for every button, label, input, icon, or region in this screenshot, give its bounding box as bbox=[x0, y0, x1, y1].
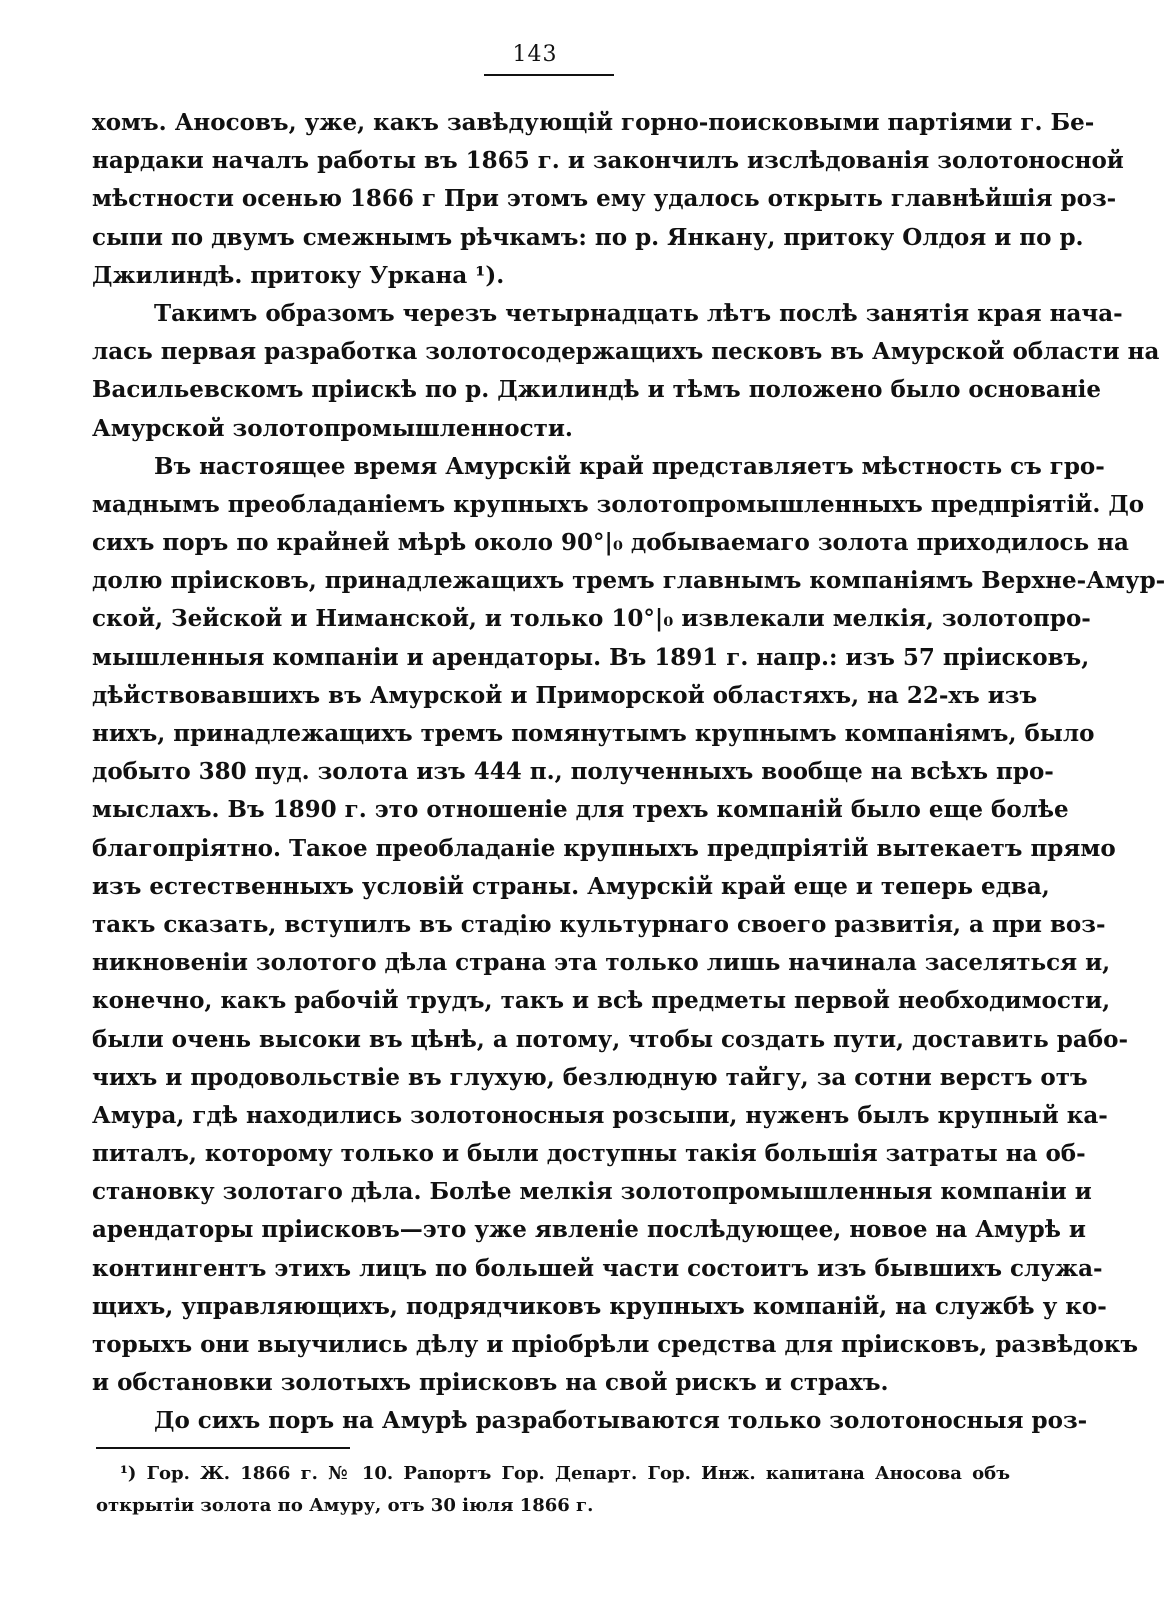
text-line: Амура, гдѣ находились золотоносныя розсыпи, нуженъ былъ крупный ка- bbox=[92, 1101, 1108, 1129]
text-line: добыто 380 пуд. золота изъ 444 п., полученныхъ вообще на всѣхъ про- bbox=[92, 758, 1054, 786]
text-line: арендаторы пріисковъ—это уже явленіе послѣдующее, новое на Амурѣ и bbox=[92, 1216, 1086, 1244]
footnote-rule bbox=[96, 1447, 350, 1449]
text-line: контингентъ этихъ лицъ по большей части состоитъ изъ бывшихъ служа- bbox=[92, 1254, 1103, 1282]
text-line: были очень высоки въ цѣнѣ, а потому, чтобы создать пути, доставить рабо- bbox=[92, 1025, 1128, 1053]
body-text bbox=[92, 104, 1165, 1441]
text-line: маднымъ преобладаніемъ крупныхъ золотопромышленныхъ предпріятій. До bbox=[92, 490, 1145, 518]
page-number: 143 bbox=[512, 42, 558, 67]
text-line: мыслахъ. Въ 1890 г. это отношеніе для трехъ компаній было еще болѣе bbox=[92, 796, 1069, 824]
text-line: щихъ, управляющихъ, подрядчиковъ крупныхъ компаній, на службѣ у ко- bbox=[92, 1292, 1107, 1320]
text-line: становку золотаго дѣла. Болѣе мелкія золотопромышленныя компаніи и bbox=[92, 1178, 1092, 1206]
text-line: Джилиндѣ. притоку Уркана ¹). bbox=[92, 261, 505, 289]
text-line: сихъ поръ по крайней мѣрѣ около 90°|₀ добываемаго золота приходилось на bbox=[92, 529, 1129, 557]
text-line: хомъ. Аносовъ, уже, какъ завѣдующій горно-поисковыми партіями г. Бе- bbox=[92, 109, 1095, 136]
text-line: такъ сказать, вступилъ въ стадію культурнаго своего развитія, а при воз- bbox=[92, 910, 1106, 938]
text-line: нардаки началъ работы въ 1865 г. и закончилъ изслѣдованія золотоносной bbox=[92, 147, 1124, 175]
text-line: нихъ, принадлежащихъ тремъ помянутымъ крупнымъ компаніямъ, было bbox=[92, 720, 1095, 747]
footnotes bbox=[96, 1458, 1010, 1522]
text-line: конечно, какъ рабочій трудъ, такъ и всѣ предметы первой необходимости, bbox=[92, 987, 1111, 1015]
text-line: ской, Зейской и Ниманской, и только 10°|₀ извлекали мелкія, золотопро- bbox=[92, 605, 1091, 633]
text-line: дѣйствовавшихъ въ Амурской и Приморской областяхъ, на 22-хъ изъ bbox=[92, 681, 1038, 709]
text-line: мышленныя компаніи и арендаторы. Въ 1891 г. напр.: изъ 57 пріисковъ, bbox=[92, 643, 1090, 671]
text-line: изъ естественныхъ условій страны. Амурскій край еще и теперь едва, bbox=[92, 872, 1050, 900]
text-line: благопріятно. Такое преобладаніе крупныхъ предпріятій вытекаетъ прямо bbox=[92, 834, 1116, 862]
text-line: Въ настоящее время Амурскій край представляетъ мѣстность съ гро- bbox=[154, 452, 1105, 480]
text-line: мѣстности осенью 1866 г При этомъ ему удалось открыть главнѣйшія роз- bbox=[92, 185, 1117, 213]
text-line: Такимъ образомъ черезъ четырнадцать лѣтъ послѣ занятія края нача- bbox=[154, 299, 1123, 327]
text-line: чихъ и продовольствіе въ глухую, безлюдную тайгу, за сотни верстъ отъ bbox=[92, 1063, 1088, 1091]
text-line: До сихъ поръ на Амурѣ разработываются только золотоносныя роз- bbox=[154, 1407, 1088, 1435]
text-line: Васильевскомъ пріискѣ по р. Джилиндѣ и тѣмъ положено было основаніе bbox=[92, 376, 1102, 404]
text-line: питалъ, которому только и были доступны такія большія затраты на об- bbox=[92, 1140, 1086, 1168]
text-line: и обстановки золотыхъ пріисковъ на свой рискъ и страхъ. bbox=[92, 1369, 889, 1397]
footnote-line: открытіи золота по Амуру, отъ 30 іюля 1866 г. bbox=[96, 1495, 594, 1516]
text-line: торыхъ они выучились дѣлу и пріобрѣли средства для пріисковъ, развѣдокъ bbox=[92, 1331, 1139, 1358]
page-number-rule bbox=[484, 74, 614, 76]
text-line: Амурской золотопромышленности. bbox=[92, 414, 573, 442]
footnote-line: ¹) Гор. Ж. 1866 г. № 10. Рапортъ Гор. Департ. Гор. Инж. капитана Аносова объ bbox=[120, 1463, 1010, 1484]
text-line: лась первая разработка золотосодержащихъ песковъ въ Амурской области на bbox=[92, 338, 1160, 366]
text-line: никновеніи золотого дѣла страна эта только лишь начинала заселяться и, bbox=[92, 949, 1111, 977]
text-line: сыпи по двумъ смежнымъ рѣчкамъ: по р. Янкану, притоку Олдоя и по р. bbox=[92, 223, 1084, 251]
text-line: долю пріисковъ, принадлежащихъ тремъ главнымъ компаніямъ Верхне-Амур- bbox=[92, 567, 1165, 595]
